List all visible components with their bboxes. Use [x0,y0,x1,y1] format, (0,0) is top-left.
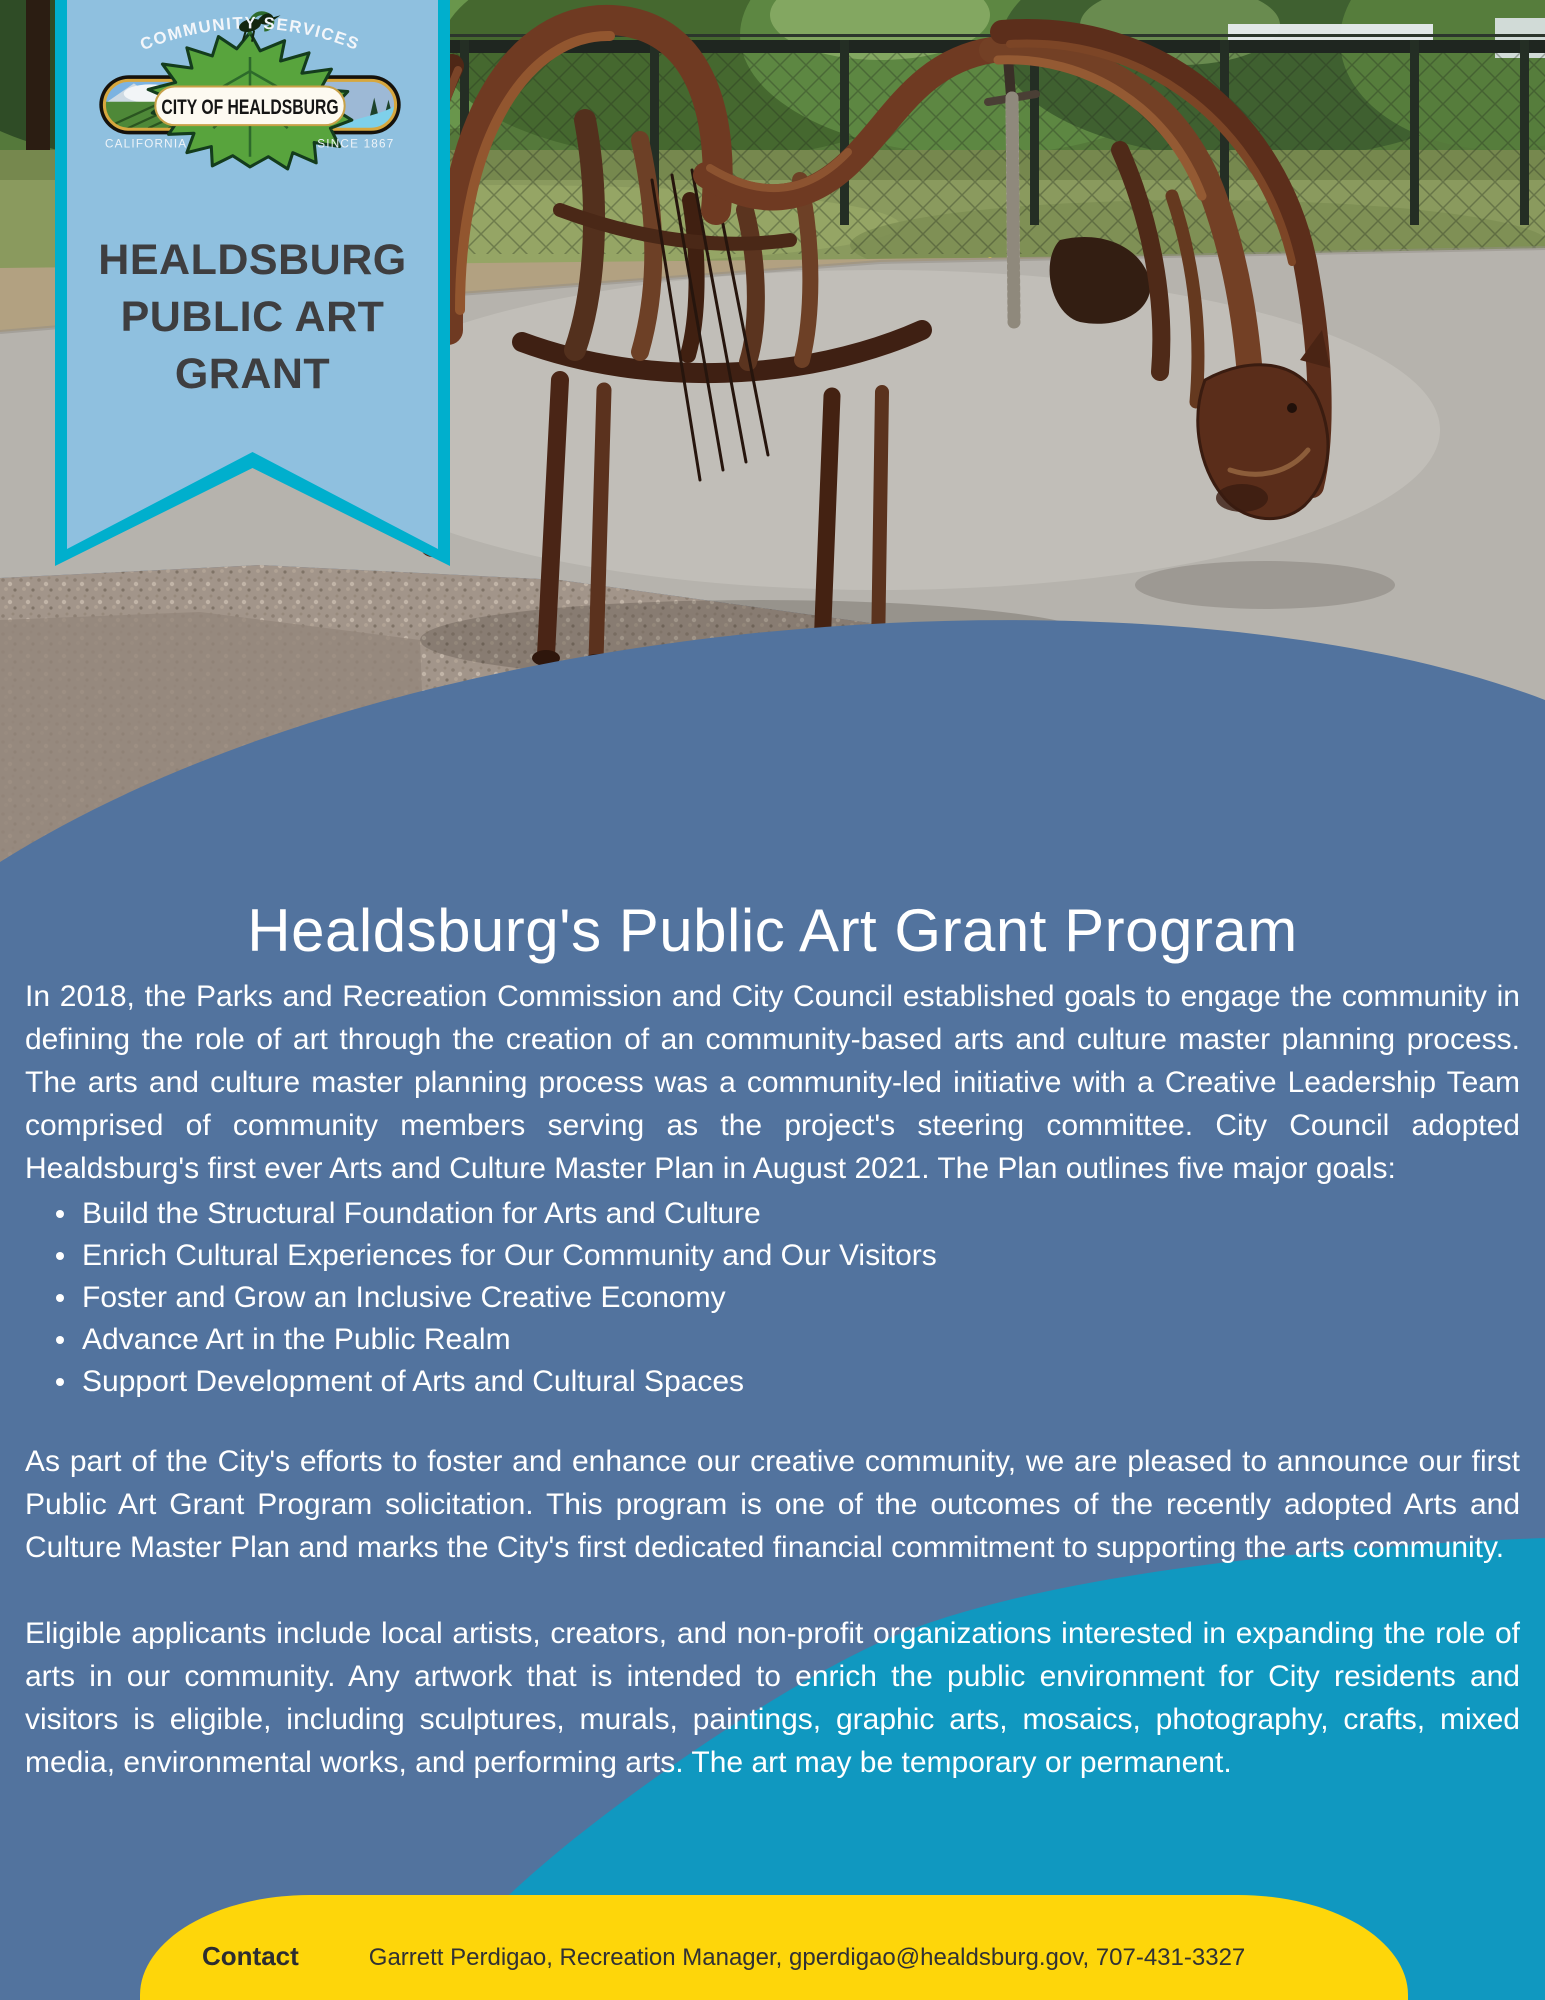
eligibility-paragraph: Eligible applicants include local artists, creators, and non-profit organizations interested in expanding the role of arts in our community. Any artwork that is intended to enrich the public environment for City residents and visitors is eligible, including sculptures, murals, paintings, graphic arts, mosaics, photography, crafts, mixed media, environmental works, and performing arts. The art may be temporary or permanent. [25,1617,1520,1779]
ribbon-title [55,232,450,403]
goal-item: Advance Art in the Public Realm [25,1319,1520,1361]
body-text [25,975,1520,1784]
logo-california-label: CALIFORNIA [104,137,188,151]
ribbon-title-line3: GRANT [174,350,331,398]
goal-item: Build the Structural Foundation for Arts and Culture [25,1193,1520,1235]
goal-item: Support Development of Arts and Cultural Spaces [25,1361,1520,1403]
ribbon-title-line2: PUBLIC ART [120,293,385,341]
city-logo [97,4,403,172]
intro-paragraph: In 2018, the Parks and Recreation Commission and City Council established goals to engage the community in defining the role of art through the creation of an community-based arts and culture master planning process. The arts and culture master planning process was a community-led initiative with a Creative Leadership Team comprised of community members serving as the project's steering committee. City Council adopted Healdsburg's first ever Arts and Culture Master Plan in August 2021. The Plan outlines five major goals: [25,980,1520,1185]
goal-item: Enrich Cultural Experiences for Our Community and Our Visitors [25,1235,1520,1277]
announcement-paragraph: As part of the City's efforts to foster and enhance our creative community, we are pleased to announce our first Public Art Grant Program solicitation. This program is one of the outcomes of the recently adopted Arts and Culture Master Plan and marks the City's first dedicated financial commitment to supporting the arts community. [25,1445,1520,1564]
contact-label: Contact [202,1941,299,1971]
page-title: Healdsburg's Public Art Grant Program [247,897,1298,965]
logo-banner-text: CITY OF HEALDSBURG [161,94,339,119]
ribbon-banner [55,0,450,570]
logo-arc-text: COMMUNITY SERVICES [137,13,363,55]
contact-info: Garrett Perdigao, Recreation Manager, gperdigao@healdsburg.gov, 707-431-3327 [368,1944,1246,1971]
logo-since-label: SINCE 1867 [317,137,395,151]
goals-list [25,1193,1520,1403]
ribbon-title-line1: HEALDSBURG [98,236,407,284]
contact-panel [140,1895,1408,2000]
goal-item: Foster and Grow an Inclusive Creative Economy [25,1277,1520,1319]
